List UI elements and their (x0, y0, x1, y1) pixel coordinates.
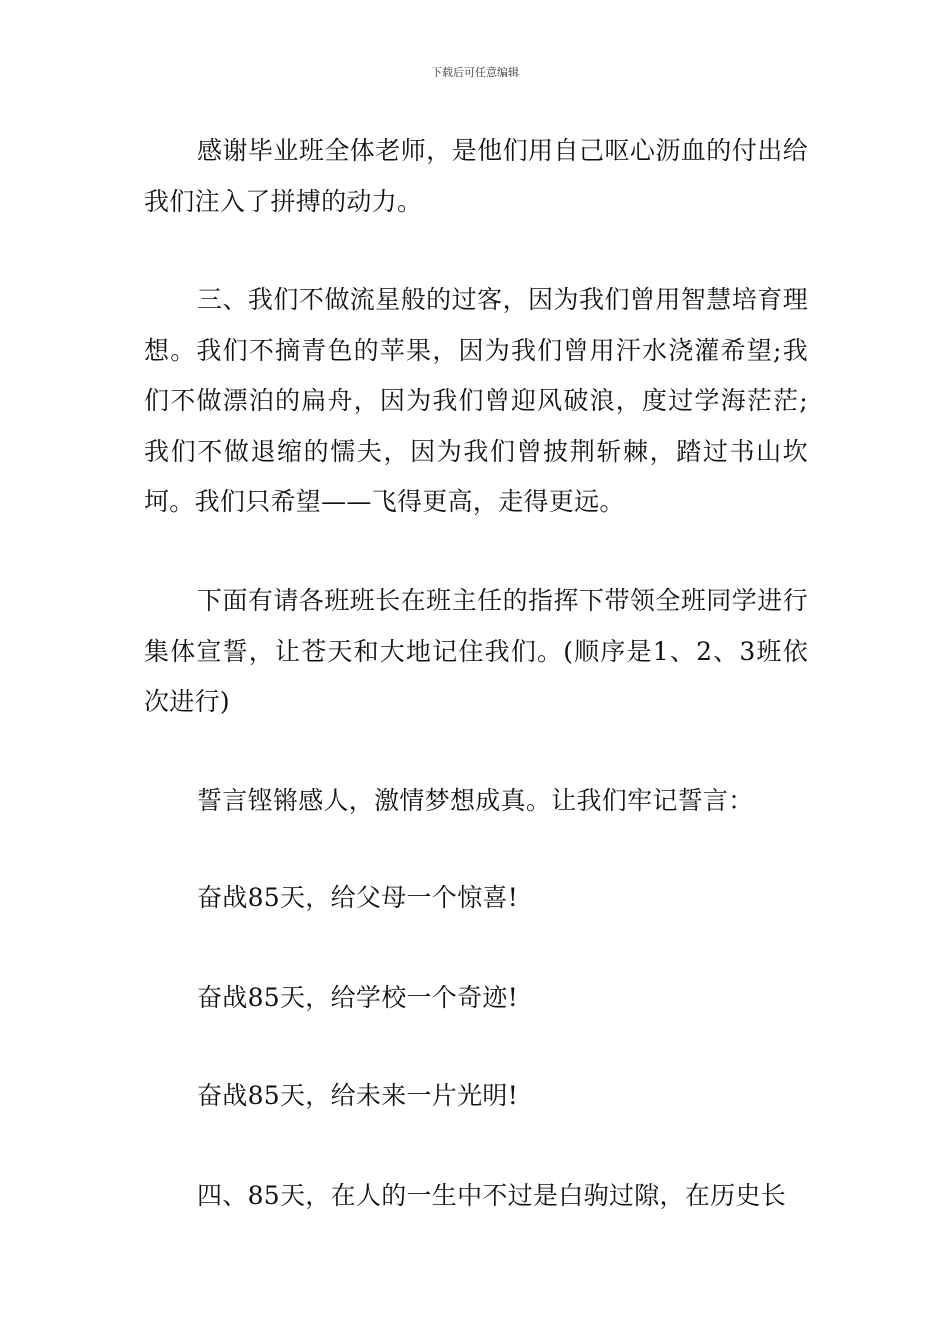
oath-line-parents: 奋战85天，给父母一个惊喜! (197, 883, 519, 912)
paragraph-oath-invitation: 下面有请各班班长在班主任的指挥下带领全班同学进行集体宣誓，让苍天和大地记住我们。(顺序是1、2、3班依次进行) (144, 586, 808, 716)
paragraph-oath-intro: 誓言铿锵感人，激情梦想成真。让我们牢记誓言： (197, 786, 754, 815)
page-header: 下载后可任意编辑 (431, 66, 519, 79)
oath-line-future: 奋战85天，给未来一片光明! (197, 1081, 519, 1110)
paragraph-thanks-teachers: 感谢毕业班全体老师，是他们用自己呕心沥血的付出给我们注入了拼搏的动力。 (144, 136, 808, 216)
paragraph-section-four: 四、85天，在人的一生中不过是白驹过隙，在历史长 (197, 1181, 787, 1210)
paragraph-section-three: 三、我们不做流星般的过客，因为我们曾用智慧培育理想。我们不摘青色的苹果，因为我们曾用汗水浇灌希望;我们不做漂泊的扁舟，因为我们曾迎风破浪，度过学海茫茫;我们不做退缩的懦夫，因为我们曾披荆斩棘，踏过书山坎坷。我们只希望——飞得更高，走得更远。 (144, 285, 808, 516)
oath-line-school: 奋战85天，给学校一个奇迹! (197, 983, 519, 1012)
